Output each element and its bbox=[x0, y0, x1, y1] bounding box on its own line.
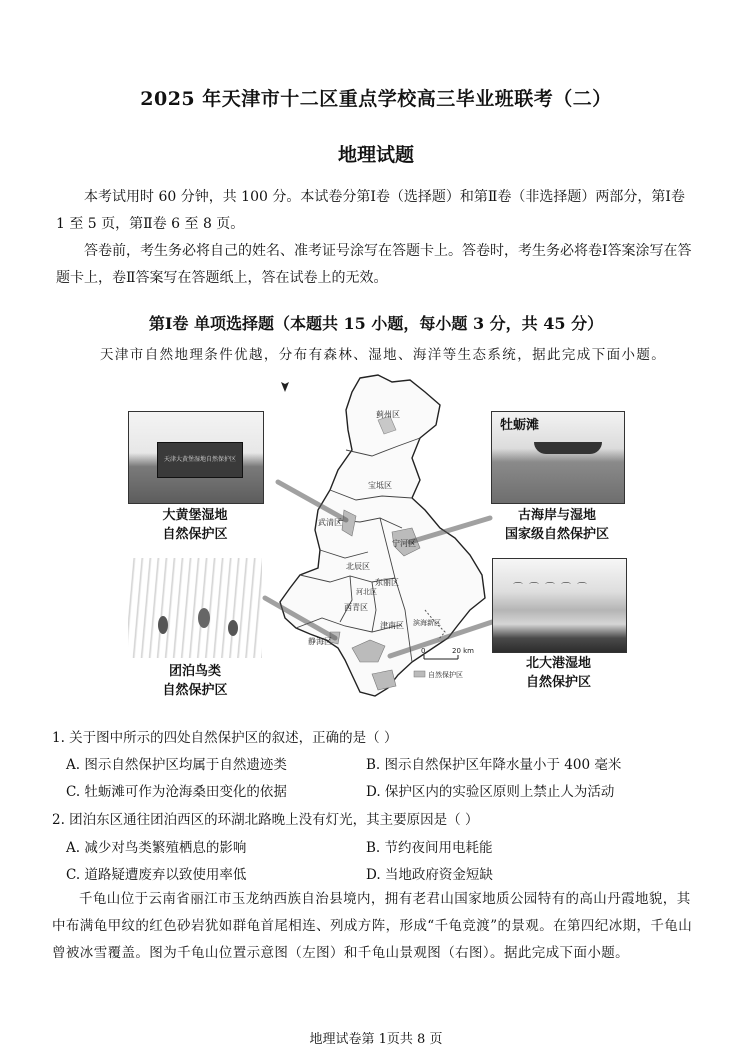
question-stem: 1. 关于图中所示的四处自然保护区的叙述，正确的是（ ） bbox=[52, 730, 398, 746]
subject-title: 地理试题 bbox=[337, 144, 414, 166]
svg-text:0: 0 bbox=[421, 647, 426, 655]
instruction-paragraph: 答卷前，考生务必将自己的姓名、准考证号涂写在答题卡上。答卷时，考生务必将卷Ⅰ答案涂写在答题卡上，卷Ⅱ答案写在答题纸上，答在试卷上的无效。 bbox=[56, 243, 692, 286]
district-label: 宝坻区 bbox=[368, 481, 392, 490]
district-label: 静海区 bbox=[308, 637, 332, 646]
north-arrow-icon bbox=[281, 382, 289, 392]
district-label: 武清区 bbox=[318, 518, 342, 527]
boat-shape bbox=[534, 442, 602, 454]
option-1b: B. 图示自然保护区年降水量小于 400 毫米 bbox=[366, 757, 622, 773]
tianjin-map bbox=[0, 370, 752, 720]
district-label: 滨海新区 bbox=[413, 619, 441, 627]
district-label: 北辰区 bbox=[346, 562, 370, 571]
caption-tuanbo: 团泊鸟类 自然保护区 bbox=[162, 664, 228, 698]
question-intro: 天津市自然地理条件优越，分布有森林、湿地、海洋等生态系统，据此完成下面小题。 bbox=[100, 347, 667, 363]
option-2c: C. 道路疑遭废弃以致使用率低 bbox=[66, 867, 247, 883]
district-label: 河北区 bbox=[356, 588, 377, 596]
district-label: 蓟州区 bbox=[376, 410, 400, 419]
district-label: 东丽区 bbox=[375, 578, 399, 587]
page-footer: 地理试卷第 1页共 8 页 bbox=[309, 1032, 443, 1047]
option-1c: C. 牡蛎滩可作为沧海桑田变化的依据 bbox=[66, 784, 287, 800]
question-2 bbox=[52, 808, 702, 828]
option-2b: B. 节约夜间用电耗能 bbox=[366, 840, 493, 856]
photo-tuanbo-birds bbox=[128, 558, 262, 658]
svg-text:自然保护区: 自然保护区 bbox=[428, 671, 463, 679]
exam-title: 2025 年天津市十二区重点学校高三毕业班联考（二） bbox=[140, 88, 612, 110]
option-1a: A. 图示自然保护区均属于自然遗迹类 bbox=[66, 757, 287, 773]
photo-beidagang bbox=[492, 558, 627, 653]
photo-label: 牡蛎滩 bbox=[500, 418, 540, 433]
photo-dahuangbao bbox=[128, 411, 264, 504]
passage-text: 千龟山位于云南省丽江市玉龙纳西族自治县境内，拥有老君山国家地质公园特有的高山丹霞地貌，其中布满龟甲纹的红色砂岩犹如群龟首尾相连、列成方阵，形成“千龟竞渡”的景观。在第四纪冰期，千龟山曾被冰雪覆盖。图为千龟山位置示意图（左图）和千龟山景观图（右图）。据此完成下面小题。 bbox=[52, 891, 693, 961]
district-label: 宁河区 bbox=[392, 539, 416, 548]
district-label: 津南区 bbox=[380, 621, 404, 630]
section-title: 第Ⅰ卷 单项选择题（本题共 15 小题，每小题 3 分，共 45 分） bbox=[148, 314, 604, 333]
question-stem: 2. 团泊东区通往团泊西区的环湖北路晚上没有灯光，其主要原因是（ ） bbox=[52, 812, 479, 828]
instructions bbox=[56, 184, 696, 292]
sign-board bbox=[157, 442, 243, 478]
bird-shape bbox=[198, 608, 210, 628]
option-2d: D. 当地政府资金短缺 bbox=[366, 867, 493, 883]
flying-birds-icon: ⌒⌒⌒⌒⌒ bbox=[513, 583, 593, 594]
option-1d: D. 保护区内的实验区原则上禁止人为活动 bbox=[366, 784, 615, 800]
bird-shape bbox=[228, 620, 238, 636]
map-figure bbox=[0, 370, 752, 720]
caption-oyster-beach: 古海岸与湿地 国家级自然保护区 bbox=[504, 508, 609, 542]
caption-dahuangbao: 大黄堡湿地 自然保护区 bbox=[162, 508, 228, 542]
bird-shape bbox=[158, 616, 168, 634]
option-2a: A. 减少对鸟类繁殖栖息的影响 bbox=[66, 840, 247, 856]
svg-text:20 km: 20 km bbox=[452, 647, 475, 655]
map-legend bbox=[414, 670, 463, 679]
question-1 bbox=[52, 726, 702, 746]
district-label: 西青区 bbox=[344, 603, 368, 612]
passage bbox=[52, 886, 702, 967]
sign-text: 天津大黄堡湿地自然保护区 bbox=[163, 456, 236, 463]
photo-oyster-beach bbox=[491, 411, 625, 504]
instruction-paragraph: 本考试用时 60 分钟，共 100 分。本试卷分第Ⅰ卷（选择题）和第Ⅱ卷（非选择题）两部分，第Ⅰ卷 1 至 5 页，第Ⅱ卷 6 至 8 页。 bbox=[56, 189, 685, 232]
caption-beidagang: 北大港湿地 自然保护区 bbox=[525, 656, 591, 690]
